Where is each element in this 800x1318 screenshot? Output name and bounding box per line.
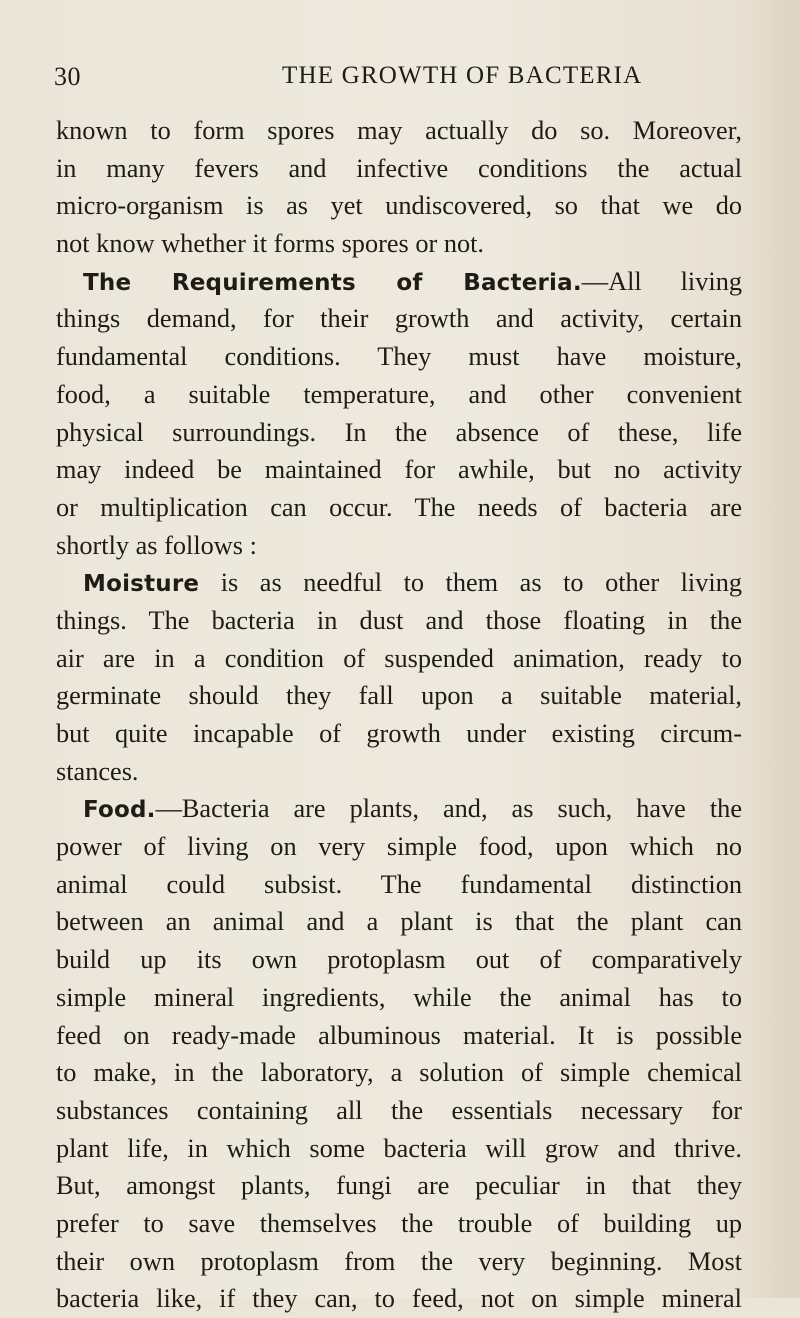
text-line: shortly as follows : [56, 530, 257, 560]
paragraph-food [56, 790, 742, 1318]
text-line: prefer to save themselves the trouble of building up [56, 1208, 742, 1238]
text-span: —All living [581, 266, 742, 296]
text-line [56, 790, 742, 828]
text-line: not know whether it forms spores or not. [56, 229, 484, 259]
running-title: THE GROWTH OF BACTERIA [282, 62, 643, 89]
text-line: may indeed be maintained for awhile, but no activity [56, 455, 742, 485]
text-line: in many fevers and infective conditions the actual [56, 153, 742, 183]
text-span: is as needful to them as to other living [199, 568, 742, 598]
text-span: —Bacteria are plants, and, as such, have the [155, 794, 742, 824]
text-line: feed on ready-made albuminous material. It is possible [56, 1020, 742, 1050]
text-line: between an animal and a plant is that the plant can [56, 907, 742, 937]
text-line: build up its own protoplasm out of comparatively [56, 945, 742, 975]
text-line: micro-organism is as yet undiscovered, so that we do [56, 191, 742, 221]
text-line: known to form spores may actually do so. Moreover, [56, 116, 742, 145]
text-line: to make, in the laboratory, a solution of simple chemical [56, 1058, 742, 1088]
text-line: but quite incapable of growth under existing circum- [56, 719, 742, 748]
page-header [54, 62, 744, 96]
text-line: plant life, in which some bacteria will grow and thrive. [56, 1133, 742, 1163]
body-text [56, 112, 742, 1318]
text-line: physical surroundings. In the absence of these, life [56, 417, 742, 447]
paragraph-requirements [56, 263, 742, 565]
text-line [56, 564, 742, 602]
paragraph-moisture [56, 564, 742, 790]
text-line: simple mineral ingredients, while the animal has to [56, 982, 742, 1012]
text-line: or multiplication can occur. The needs of bacteria are [56, 492, 742, 522]
text-line: But, amongst plants, fungi are peculiar in that they [56, 1171, 742, 1201]
section-heading-moisture: Moisture [83, 571, 200, 598]
text-line: air are in a condition of suspended animation, ready to [56, 643, 742, 673]
text-line: substances containing all the essentials necessary for [56, 1095, 742, 1125]
text-line: fundamental conditions. They must have moisture, [56, 342, 742, 372]
text-line [56, 263, 742, 301]
text-line: stances. [56, 756, 139, 786]
section-heading-food: Food. [83, 797, 156, 824]
text-line: germinate should they fall upon a suitable material, [56, 681, 742, 711]
text-line: animal could subsist. The fundamental distinction [56, 869, 742, 899]
text-line: things. The bacteria in dust and those floating in the [56, 605, 742, 635]
text-line: things demand, for their growth and activity, certain [56, 304, 742, 334]
paragraph-continuation [56, 112, 742, 263]
text-line: power of living on very simple food, upon which no [56, 832, 742, 862]
text-line: their own protoplasm from the very beginning. Most [56, 1246, 742, 1276]
text-line: bacteria like, if they can, to feed, not on simple mineral [56, 1284, 742, 1314]
page-number: 30 [54, 62, 81, 91]
section-heading-requirements: The Requirements of Bacteria. [83, 269, 582, 296]
text-line: food, a suitable temperature, and other convenient [56, 379, 742, 409]
